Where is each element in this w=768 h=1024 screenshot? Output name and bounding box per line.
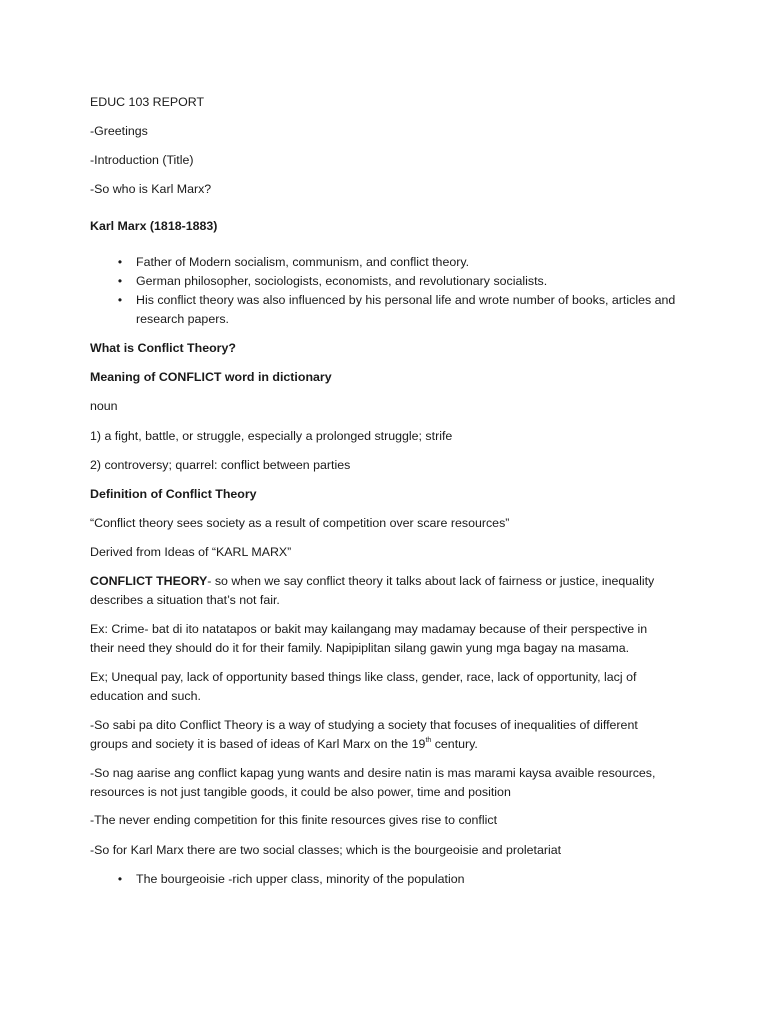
karl-marx-bullet: German philosopher, sociologists, economists, and revolutionary socialists. (136, 274, 548, 288)
derived-line: Derived from Ideas of “KARL MARX” (90, 545, 292, 559)
bullet-icon: • (117, 274, 123, 288)
bullet-icon: • (117, 293, 123, 307)
class-bullet: The bourgeoisie -rich upper class, minority of the population (136, 872, 465, 886)
karl-marx-bullet: Father of Modern socialism, communism, and conflict theory. (136, 255, 470, 269)
sabi-text: -So sabi pa dito Conflict Theory is a way of studying a society that focuses of inequalities of different groups and society it is based of ideas of Karl Marx on the 19 (90, 718, 638, 751)
example-pay-paragraph: Ex; Unequal pay, lack of opportunity based things like class, gender, race, lack of opportunity, lacj of education and such. (90, 670, 637, 703)
example-crime-paragraph: Ex: Crime- bat di ito natatapos or bakit may kailangang may madamay because of their perspective in their need they should do it for their family. Napipiplitan silang gawin yung mga bagay na masama. (90, 622, 648, 655)
document-header: EDUC 103 REPORT (90, 95, 205, 109)
outline-who-is-marx: -So who is Karl Marx? (90, 182, 212, 196)
conflict-quote: “Conflict theory sees society as a result of competition over scare resources” (90, 516, 510, 530)
conflict-theory-text: - so when we say conflict theory it talks about lack of fairness or justice, inequality describes a situation that’s not fair. (90, 574, 655, 607)
karl-marx-heading: Karl Marx (1818-1883) (90, 219, 218, 233)
what-is-conflict-heading: What is Conflict Theory? (90, 341, 236, 355)
bullet-icon: • (117, 872, 123, 886)
definition-item: 2) controversy; quarrel: conflict between parties (90, 458, 351, 472)
definition-heading: Definition of Conflict Theory (90, 487, 257, 501)
definition-item: 1) a fight, battle, or struggle, especially a prolonged struggle; strife (90, 429, 453, 443)
conflict-theory-term: CONFLICT THEORY (90, 574, 208, 588)
aarise-paragraph: -So nag aarise ang conflict kapag yung wants and desire natin is mas marami kaysa avaible resources, resources is not just tangible goods, it could be also power, time and position (90, 766, 656, 799)
outline-introduction: -Introduction (Title) (90, 153, 194, 167)
outline-greetings: -Greetings (90, 124, 148, 138)
meaning-heading: Meaning of CONFLICT word in dictionary (90, 370, 332, 384)
conflict-theory-paragraph (90, 572, 670, 610)
karl-marx-bullet: His conflict theory was also influenced by his personal life and wrote number of books, articles and research papers. (136, 293, 676, 326)
sabi-text-end: century. (431, 737, 478, 751)
sabi-paragraph (90, 716, 670, 754)
noun-label: noun (90, 399, 118, 413)
sabi-superscript: th (425, 737, 432, 744)
bullet-icon: • (117, 255, 123, 269)
never-ending-line: -The never ending competition for this finite resources gives rise to conflict (90, 813, 498, 827)
social-classes-line: -So for Karl Marx there are two social classes; which is the bourgeoisie and proletariat (90, 843, 562, 857)
